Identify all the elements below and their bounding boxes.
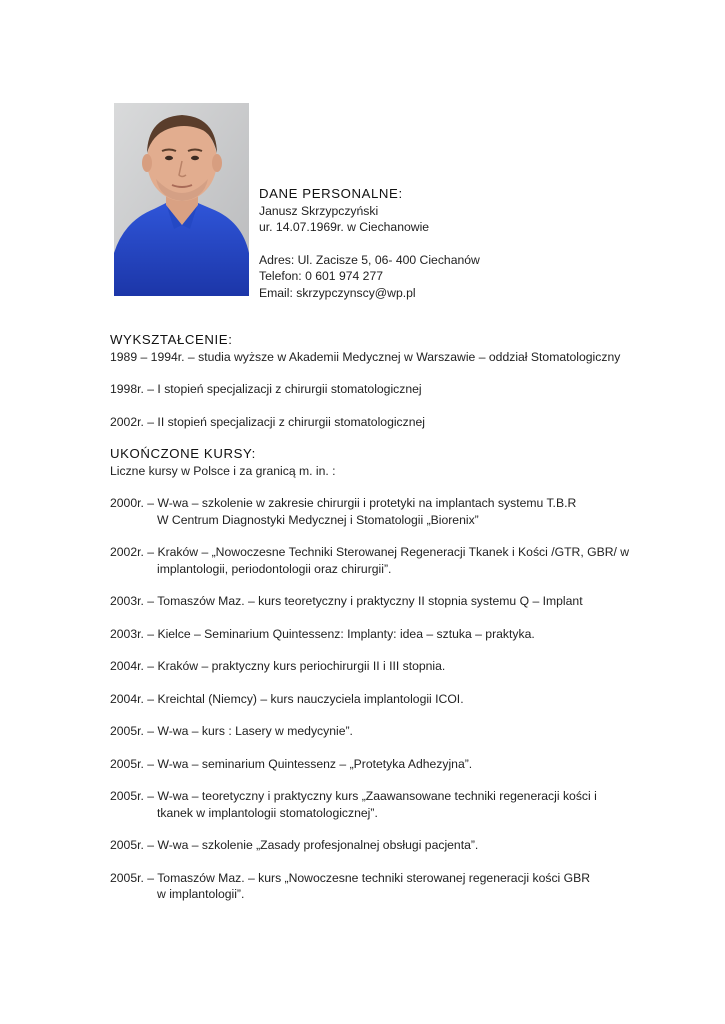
course-text: W-wa – szkolenie w zakresie chirurgii i protetyki na implantach systemu T.B.R xyxy=(157,496,577,510)
course-year: 2004r. – xyxy=(110,691,158,706)
course-text: W-wa – teoretyczny i praktyczny kurs „Zaawansowane techniki regeneracji kości i xyxy=(157,789,597,803)
courses-heading: UKOŃCZONE KURSY: xyxy=(110,446,256,461)
course-line xyxy=(110,870,670,887)
course-item xyxy=(110,837,670,854)
course-year: 2004r. – xyxy=(110,659,158,673)
course-year: 2005r. – xyxy=(110,789,158,803)
course-text: Kielce – Seminarium Quintessenz: Implanty: idea – sztuka – praktyka. xyxy=(157,626,535,641)
course-item xyxy=(110,870,670,903)
education-item: 1998r. – I stopień specjalizacji z chirurgii stomatologicznej xyxy=(110,382,422,396)
course-line xyxy=(110,544,670,561)
course-line xyxy=(110,788,670,805)
portrait-photo xyxy=(114,103,249,296)
phone: Telefon: 0 601 974 277 xyxy=(259,269,384,283)
course-year: 2000r. – xyxy=(110,496,158,510)
course-item xyxy=(110,495,670,528)
courses-list xyxy=(110,495,670,903)
email: Email: skrzypczynscy@wp.pl xyxy=(259,285,416,300)
course-text-continued: W Centrum Diagnostyki Medycznej i Stomatologii „Biorenix” xyxy=(157,512,479,527)
course-line xyxy=(110,691,670,708)
course-line xyxy=(110,837,670,854)
course-year: 2003r. – xyxy=(110,626,158,641)
course-line xyxy=(110,723,670,740)
course-item xyxy=(110,756,670,773)
course-item xyxy=(110,788,670,821)
course-item xyxy=(110,691,670,708)
course-text: Tomaszów Maz. – kurs teoretyczny i praktyczny II stopnia systemu Q – Implant xyxy=(157,594,583,608)
course-text: Kraków – praktyczny kurs periochirurgii II i III stopnia. xyxy=(157,659,446,673)
course-line xyxy=(110,756,670,773)
course-year: 2005r. – xyxy=(110,870,158,885)
course-line xyxy=(110,495,670,512)
main-content xyxy=(110,332,670,903)
course-text: W-wa – seminarium Quintessenz – „Protetyka Adhezyjna”. xyxy=(157,756,473,771)
course-text-continued: implantologii, periodontologii oraz chirurgii”. xyxy=(157,561,392,576)
course-text: Kreichtal (Niemcy) – kurs nauczyciela implantologii ICOI. xyxy=(157,691,464,706)
course-year: 2005r. – xyxy=(110,838,158,852)
course-text: Tomaszów Maz. – kurs „Nowoczesne techniki sterowanej regeneracji kości GBR xyxy=(157,870,591,885)
course-line xyxy=(110,626,670,643)
course-text: Kraków – „Nowoczesne Techniki Sterowanej Regeneracji Tkanek i Kości /GTR, GBR/ w xyxy=(157,545,630,559)
birth-info: ur. 14.07.1969r. w Ciechanowie xyxy=(259,220,430,234)
education-item: 2002r. – II stopień specjalizacji z chirurgii stomatologicznej xyxy=(110,414,425,429)
course-text: W-wa – szkolenie „Zasady profesjonalnej obsługi pacjenta”. xyxy=(157,838,479,852)
course-year: 2002r. – xyxy=(110,545,158,559)
education-heading: WYKSZTAŁCENIE: xyxy=(110,332,233,347)
course-item xyxy=(110,593,670,610)
course-year: 2005r. – xyxy=(110,724,158,738)
courses-intro: Liczne kursy w Polsce i za granicą m. in. : xyxy=(110,463,336,478)
personal-heading: DANE PERSONALNE: xyxy=(259,186,403,201)
course-text-continued: w implantologii”. xyxy=(157,887,245,901)
course-item xyxy=(110,544,670,577)
education-item: 1989 – 1994r. – studia wyższe w Akademii Medycznej w Warszawie – oddział Stomatologiczny xyxy=(110,349,621,364)
course-year: 2003r. – xyxy=(110,594,158,608)
course-year: 2005r. – xyxy=(110,756,158,771)
personal-data-section xyxy=(259,186,679,301)
address: Adres: Ul. Zacisze 5, 06- 400 Ciechanów xyxy=(259,252,480,267)
course-item xyxy=(110,723,670,740)
person-name: Janusz Skrzypczyński xyxy=(259,203,379,218)
course-text: W-wa – kurs : Lasery w medycynie”. xyxy=(157,724,353,738)
course-item xyxy=(110,658,670,675)
course-item xyxy=(110,626,670,643)
course-text-continued: tkanek w implantologii stomatologicznej”. xyxy=(157,805,378,820)
course-line xyxy=(110,658,670,675)
course-line xyxy=(110,593,670,610)
